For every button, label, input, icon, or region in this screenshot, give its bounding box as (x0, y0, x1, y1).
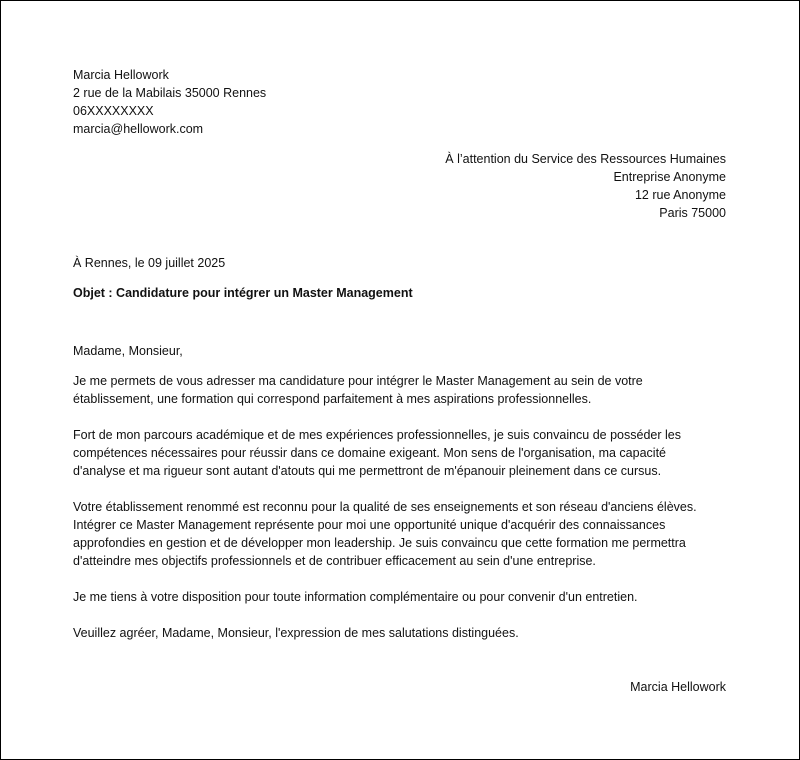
sender-email: marcia@hellowork.com (73, 122, 204, 136)
paragraph-line: établissement, une formation qui correspond parfaitement à mes aspirations professionnelles. (73, 392, 592, 406)
paragraph-line: Veuillez agréer, Madame, Monsieur, l'expression de mes salutations distinguées. (73, 626, 519, 640)
recipient-attention: À l’attention du Service des Ressources Humaines (445, 152, 726, 166)
subject-line: Objet : Candidature pour intégrer un Master Management (73, 286, 413, 300)
paragraph-line: Votre établissement renommé est reconnu pour la qualité de ses enseignements et son réseau d'anciens élèves. (73, 500, 697, 514)
recipient-city: Paris 75000 (659, 206, 726, 220)
signature: Marcia Hellowork (630, 680, 726, 694)
paragraph-line: Je me tiens à votre disposition pour toute information complémentaire ou pour convenir d'un entretien. (73, 590, 638, 604)
body-paragraph-1 (73, 372, 643, 408)
paragraph-line: d'analyse et ma rigueur sont autant d'atouts qui me permettront de m'épanouir pleinement dans ce cursus. (73, 464, 662, 478)
paragraph-line: Intégrer ce Master Management représente pour moi une opportunité unique d'acquérir des connaissances (73, 518, 666, 532)
sender-phone: 06XXXXXXXX (73, 104, 154, 118)
recipient-company: Entreprise Anonyme (613, 170, 726, 184)
paragraph-line: Fort de mon parcours académique et de mes expériences professionnelles, je suis convaincu de posséder les (73, 428, 681, 442)
closing-paragraph (73, 624, 519, 642)
recipient-street: 12 rue Anonyme (634, 188, 726, 202)
paragraph-line: compétences nécessaires pour réussir dans ce domaine exigeant. Mon sens de l'organisation, ma capacité (73, 446, 666, 460)
sender-address: 2 rue de la Mabilais 35000 Rennes (73, 86, 267, 100)
recipient-block (445, 150, 726, 222)
salutation: Madame, Monsieur, (73, 344, 183, 358)
body-paragraph-2 (73, 426, 681, 480)
paragraph-line: Je me permets de vous adresser ma candidature pour intégrer le Master Management au sein de votre (73, 374, 643, 388)
sender-name: Marcia Hellowork (73, 68, 169, 82)
body-paragraph-4 (73, 588, 638, 606)
paragraph-line: d'atteindre mes objectifs professionnels et de contribuer efficacement au sein d'une entreprise. (73, 554, 596, 568)
body-paragraph-3 (73, 498, 697, 570)
paragraph-line: approfondies en gestion et de développer mon leadership. Je suis convaincu que cette formation me permettra (73, 536, 686, 550)
date-line: À Rennes, le 09 juillet 2025 (73, 256, 226, 270)
sender-block (73, 66, 266, 138)
